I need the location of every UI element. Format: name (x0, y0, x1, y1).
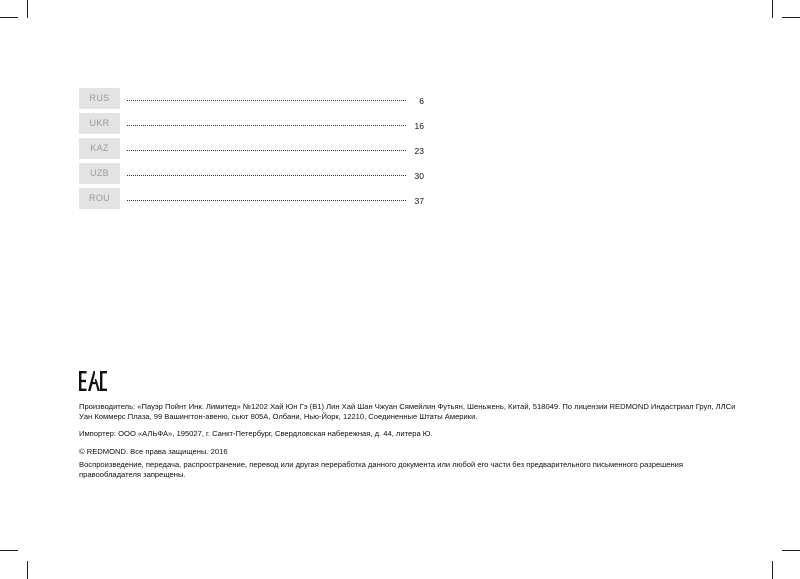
toc-language-label: RUS (79, 88, 120, 109)
crop-mark (772, 0, 773, 18)
crop-mark (782, 550, 800, 551)
toc-language-label: UZB (79, 163, 120, 184)
toc-page-number: 23 (414, 146, 424, 156)
crop-mark (27, 561, 28, 579)
eac-icon (79, 371, 107, 391)
toc-leader-dots (127, 175, 406, 176)
toc-language-label: UKR (79, 113, 120, 134)
toc-language-label: ROU (79, 188, 120, 209)
toc-leader-dots (127, 100, 406, 101)
toc-row-kaz[interactable] (79, 138, 424, 159)
legal-info (79, 402, 739, 480)
toc-page-number: 30 (414, 171, 424, 181)
reproduction-notice: Воспроизведение, передача, распространение, перевод или другая переработка данного документа или любой его части без предварительного письменного разрешения правообладателя запрещены. (79, 459, 684, 480)
importer-text: Импортер: ООО «АЛЬФА», 195027, г. Санкт-Петербург, Свердловская набережная, д. 44, литера Ю. (79, 429, 433, 439)
toc-row-ukr[interactable] (79, 113, 424, 134)
toc-row-rus[interactable] (79, 88, 424, 109)
toc-row-rou[interactable] (79, 188, 424, 209)
toc-leader-dots (127, 200, 406, 201)
table-of-contents (79, 88, 424, 213)
crop-mark (0, 17, 18, 18)
crop-mark (782, 17, 800, 18)
toc-leader-dots (127, 125, 406, 126)
toc-leader-dots (127, 150, 406, 151)
manufacturer-text: Производитель: «Пауэр Пойнт Инк. Лимитед» №1202 Хай Юн Гэ (B1) Лин Хай Шан Чжуан Сямейлин Футьян, Шеньжень, Китай, 518049. По лицензии REDMOND Индастриал Груп, ЛЛСи Уан Коммерс Плаза, 99 Вашингтон-авеню, сьют 805А, Олбани, Нью-Йорк, 12210, Соединенные Штаты Америки. (79, 402, 736, 422)
crop-mark (0, 550, 18, 551)
toc-language-label: KAZ (79, 138, 120, 159)
crop-mark (772, 561, 773, 579)
toc-page-number: 37 (414, 196, 424, 206)
toc-page-number: 6 (419, 96, 424, 106)
crop-mark (27, 0, 28, 18)
copyright-text: © REDMOND. Все права защищены. 2016 (79, 446, 228, 456)
toc-row-uzb[interactable] (79, 163, 424, 184)
toc-page-number: 16 (414, 121, 424, 131)
